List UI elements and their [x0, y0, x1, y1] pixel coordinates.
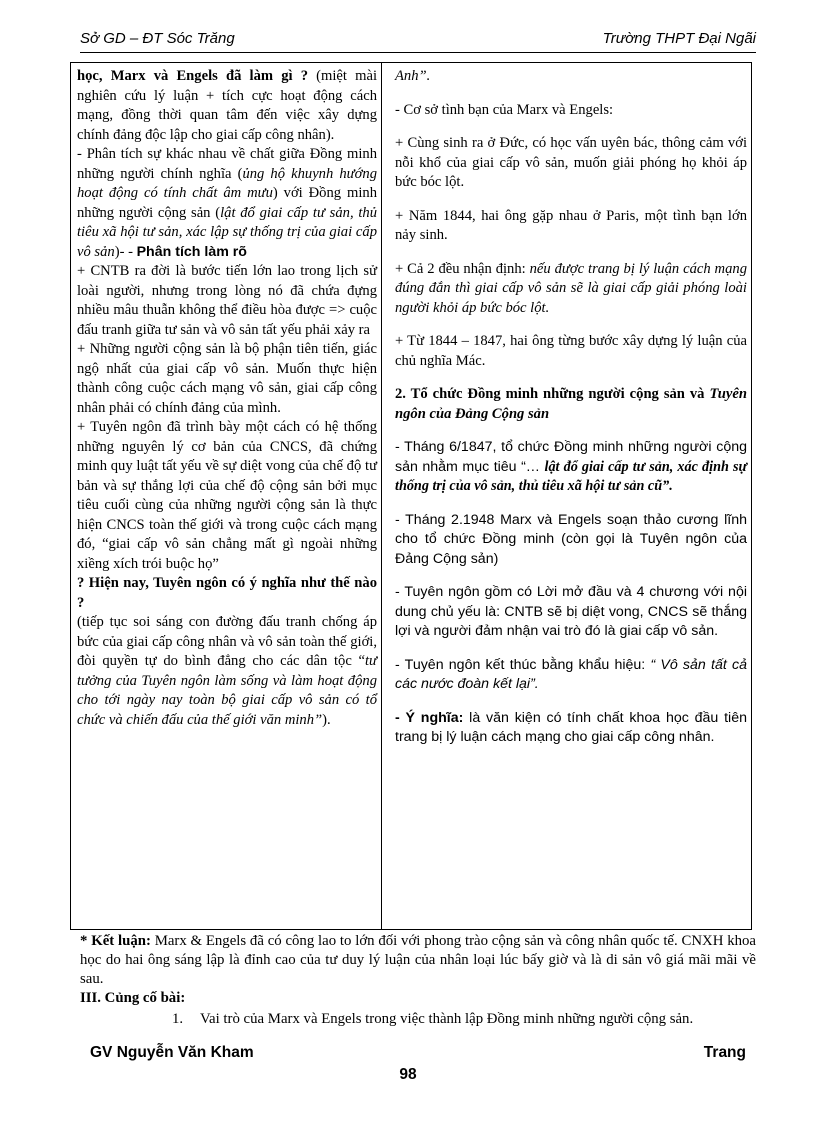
point-cntb: + CNTB ra đời là bước tiến lớn lao trong lịch sử loài người, nhưng trong lòng nó đã chứa đựng nhiều mâu thuẫn không thể điều hòa được => cuộc đấu tranh giữa tư sản và vô sản tất yếu phải xảy ra	[77, 263, 377, 338]
header-department: Sở GD – ĐT Sóc Trăng	[80, 30, 235, 47]
column-divider	[381, 63, 382, 929]
point-feb-1948: - Tháng 2.1948 Marx và Engels soạn thảo cương lĩnh cho tổ chức Đồng minh (còn gọi là Tuyên ngôn của Đảng Cộng sản)	[395, 511, 747, 567]
list-item	[172, 1010, 756, 1029]
page-header	[80, 30, 756, 53]
point-both-identified	[395, 260, 747, 319]
conclusion-label: * Kết luận:	[80, 933, 151, 949]
both-identified-italic: nếu được trang bị lý luận cách mạng đúng đắn thì giai cấp vô sản sẽ là giai cấp giải phóng loài người khỏi áp bức bóc lột.	[395, 260, 747, 316]
point-communists: + Những người cộng sản là bộ phận tiên tiến, giác ngộ nhất của giai cấp vô sản. Muốn thực hiện thành công cuộc cách mạng vô sản, giai cấp công nhân phải có chính đảng của mình.	[77, 341, 377, 416]
analysis-paragraph	[77, 145, 377, 262]
teacher-student-activity-column	[77, 67, 377, 730]
footer-page-label: Trang	[703, 1044, 746, 1061]
point-june-1847	[395, 438, 747, 497]
point-manifesto: + Tuyên ngôn đã trình bày một cách có hệ thống những nguyên lý cơ bản của CNCS, đã chứng minh quy luật tất yếu về sự diệt vong của chế độ tư bản và sự thắng lợi của chế độ cộng sản bởi mục tiêu cuối cùng của những người cộng sản là thực hiện CNCS toàn thế giới và trong cuộc cách mạng đó, “giai cấp vô sản chẳng mất gì ngoài những xiềng xích trói buộc họ”	[77, 419, 377, 572]
list-item-text: Vai trò của Marx và Engels trong việc thành lập Đồng minh những người cộng sản.	[200, 1011, 694, 1027]
point-born-germany: + Cùng sinh ra ở Đức, có học vấn uyên bác, thông cảm với nỗi khổ của giai cấp vô sản, muốn giải phóng họ khỏi áp bức bóc lột.	[395, 135, 747, 190]
significance-italic: tư tưởng của Tuyên ngôn làm sống và làm hoạt động cho tới ngày nay toàn bộ giai cấp vô sản có tổ chức và chiến đấu của thế giới văn minh”	[77, 653, 377, 728]
lesson-table	[70, 62, 752, 930]
continued-text: Anh”.	[395, 68, 431, 84]
point-slogan	[395, 656, 747, 695]
point-meaning	[395, 709, 747, 748]
list-number: 1.	[172, 1011, 184, 1027]
question-bold: học, Marx và Engels đã làm gì ?	[77, 68, 308, 84]
meaning-text: là văn kiện có tính chất khoa học đầu tiên trang bị lý luận cách mạng cho giai cấp công nhân.	[395, 709, 747, 745]
slogan-italic: “ Vô sản tất cả các nước đoàn kết lại”.	[395, 656, 747, 692]
analysis-text-2: ) với Đồng minh những người cộng sản (	[77, 185, 377, 221]
question-paragraph	[77, 67, 377, 145]
section-2-italic: Tuyên ngôn của Đảng Cộng sản	[395, 386, 747, 422]
june-1847-text: - Tháng 6/1847, tổ chức Đồng minh những người cộng sản nhằm mục tiêu “…	[395, 439, 747, 475]
meaning-label: - Ý nghĩa:	[395, 709, 464, 726]
question-significance: ? Hiện nay, Tuyên ngôn có ý nghĩa như thế nào ?	[77, 575, 377, 611]
analysis-italic-2: lật đổ giai cấp tư sản, thủ tiêu xã hội tư sản, xác lập sự thống trị của giai cấp vô sản	[77, 204, 377, 260]
content-column	[395, 67, 747, 762]
analysis-italic-1: ủng hộ khuynh hướng hoạt động có tính chất âm mưu	[77, 165, 377, 201]
section-2-text: 2. Tổ chức Đồng minh những người cộng sản và	[395, 386, 710, 402]
both-identified-text: + Cả 2 đều nhận định:	[395, 260, 530, 277]
header-school: Trường THPT Đại Ngãi	[602, 30, 756, 47]
significance-end: ).	[322, 711, 331, 728]
analysis-bold: Phân tích làm rõ	[136, 243, 247, 260]
conclusion-text: Marx & Engels đã có công lao to lớn đối với phong trào cộng sản và công nhân quốc tế. CNXH khoa học do hai ông sáng lập là đỉnh cao của tư duy lý luận của nhân loại lúc bấy giờ và là di sản vô giá mãi mãi về sau.	[80, 933, 756, 987]
section-3-heading: III. Củng cố bài:	[80, 990, 186, 1006]
slogan-text: - Tuyên ngôn kết thúc bằng khẩu hiệu:	[395, 656, 651, 673]
significance-answer	[77, 613, 377, 730]
section-2-heading	[395, 385, 747, 424]
point-1844-1847: + Từ 1844 – 1847, hai ông từng bước xây dựng lý luận của chủ nghĩa Mác.	[395, 333, 747, 369]
point-manifesto-structure: - Tuyên ngôn gồm có Lời mở đầu và 4 chương với nội dung chủ yếu là: CNTB sẽ bị diệt vong, CNCS sẽ thắng lợi và người đảm nhận vai trò đó là giai cấp vô sản.	[395, 584, 747, 639]
after-table-section	[80, 932, 756, 1029]
point-1844: + Năm 1844, hai ông gặp nhau ở Paris, một tình bạn lớn nảy sinh.	[395, 207, 747, 243]
analysis-text-3: )- -	[114, 243, 137, 260]
friendship-basis: - Cơ sở tình bạn của Marx và Engels:	[395, 101, 614, 118]
page-number: 98	[399, 1066, 417, 1083]
answer-text: (miệt mài nghiên cứu lý luận + tích cực hoạt động cách mạng, đồng thời quan tâm đến việc xây dựng chính đảng độc lập cho giai cấp công nhân).	[77, 68, 377, 143]
significance-text: (tiếp tục soi sáng con đường đấu tranh chống áp bức của giai cấp công nhân và vô sản toàn thế giới, đòi quyền tự do bình đẳng cho các dân tộc “	[77, 614, 377, 669]
analysis-text: - Phân tích sự khác nhau về chất giữa Đồng minh những người chính nghĩa (	[77, 146, 377, 182]
june-1847-bold-italic: lật đổ giai cấp tư sản, xác định sự thống trị của vô sản, thủ tiêu xã hội tư sản cũ”.	[395, 458, 747, 494]
footer-author: GV Nguyễn Văn Kham	[90, 1044, 254, 1061]
conclusion	[80, 932, 756, 989]
